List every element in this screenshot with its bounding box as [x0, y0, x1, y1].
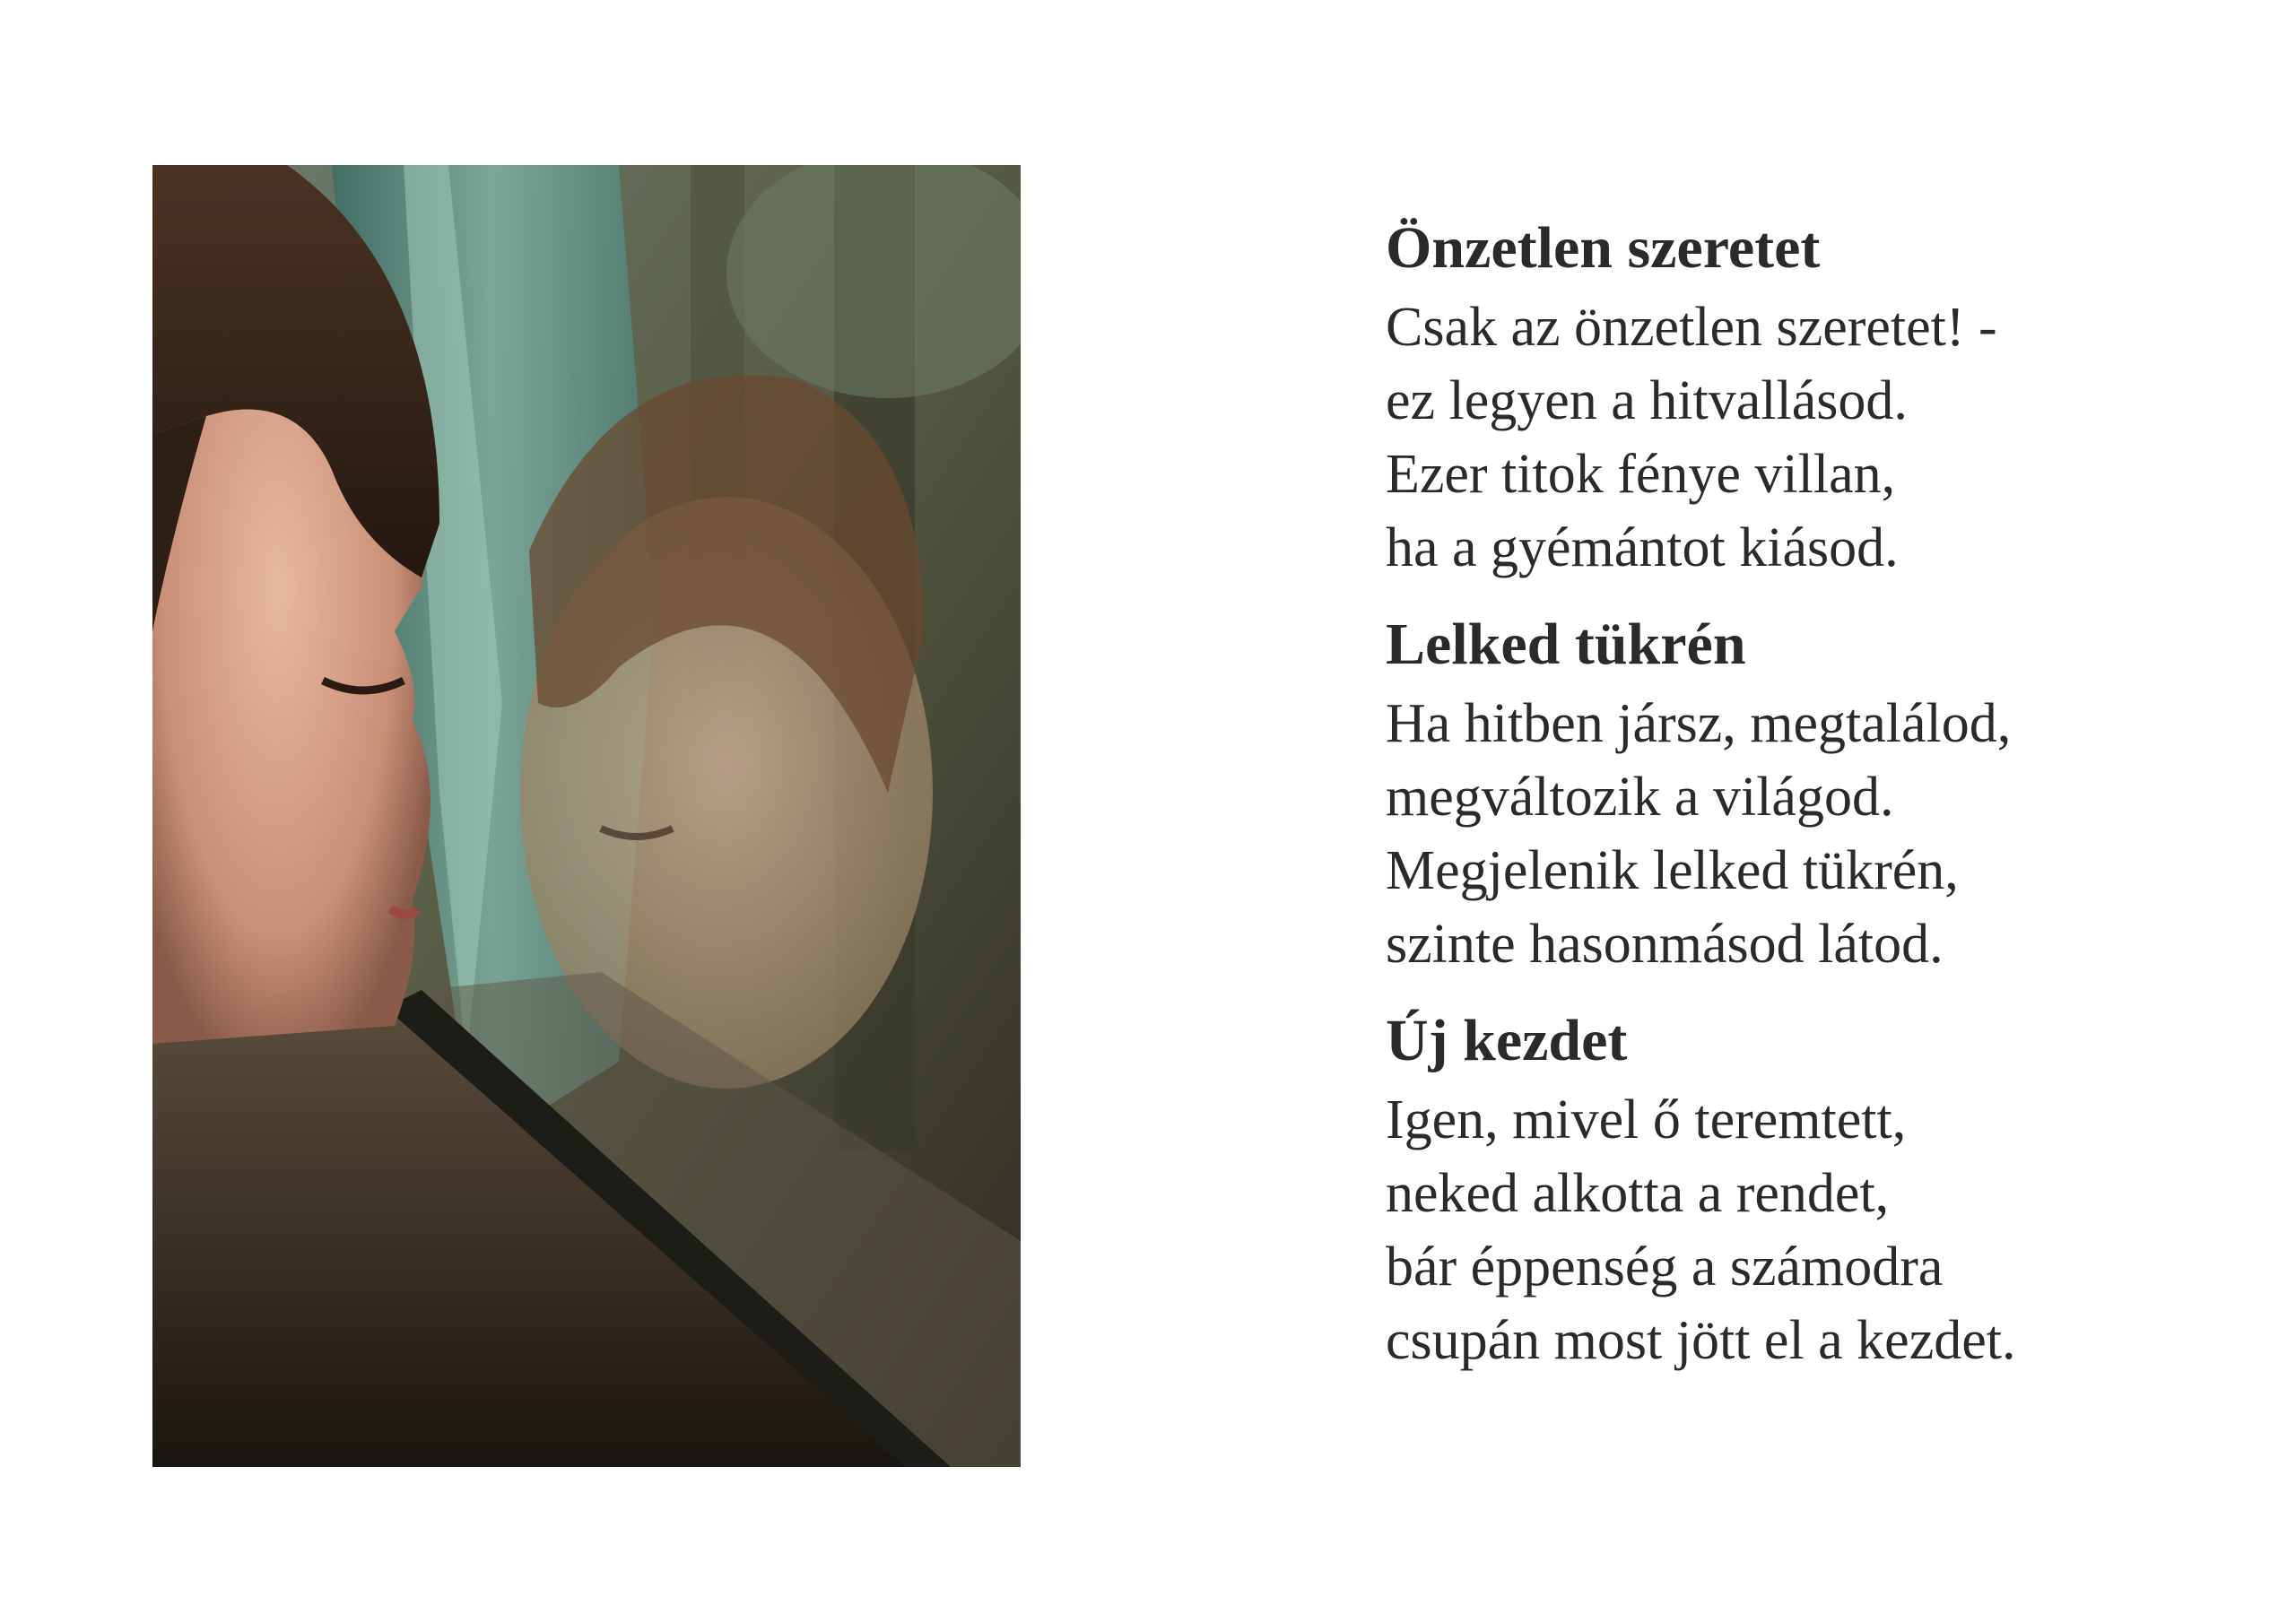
poem-line: Csak az önzetlen szeretet! -: [1386, 297, 1997, 358]
stanza-lines: [1386, 291, 2265, 585]
poem-line: ha a gyémántot kiásod.: [1386, 517, 1899, 578]
stanza-title: Új kezdet: [1386, 1008, 1628, 1073]
poem-line: neked alkotta a rendet,: [1386, 1163, 1890, 1224]
poem-line: Igen, mivel ő teremtett,: [1386, 1089, 1907, 1150]
poem-line: csupán most jött el a kezdet.: [1386, 1310, 2016, 1371]
stanza-3: [1386, 1002, 2265, 1377]
stanza-2: [1386, 606, 2265, 981]
stanza-1: [1386, 210, 2265, 585]
poem-line: szinte hasonmásod látod.: [1386, 914, 1944, 975]
stanza-title: Lelked tükrén: [1386, 612, 1746, 677]
photo-illustration: [152, 165, 1021, 1467]
poem-line: ez legyen a hitvallásod.: [1386, 370, 1908, 431]
poem: [1386, 210, 2265, 1399]
poem-line: megváltozik a világod.: [1386, 767, 1894, 828]
stanza-title: Önzetlen szeretet: [1386, 215, 1821, 281]
stanza-lines: [1386, 1083, 2265, 1377]
poem-line: bár éppenség a számodra: [1386, 1237, 1944, 1298]
child-window-reflection-photo: [152, 165, 1021, 1467]
poem-line: Ezer titok fénye villan,: [1386, 444, 1896, 505]
stanza-lines: [1386, 687, 2265, 981]
poem-line: Megjelenik lelked tükrén,: [1386, 840, 1959, 901]
poem-line: Ha hitben jársz, megtalálod,: [1386, 693, 2012, 754]
